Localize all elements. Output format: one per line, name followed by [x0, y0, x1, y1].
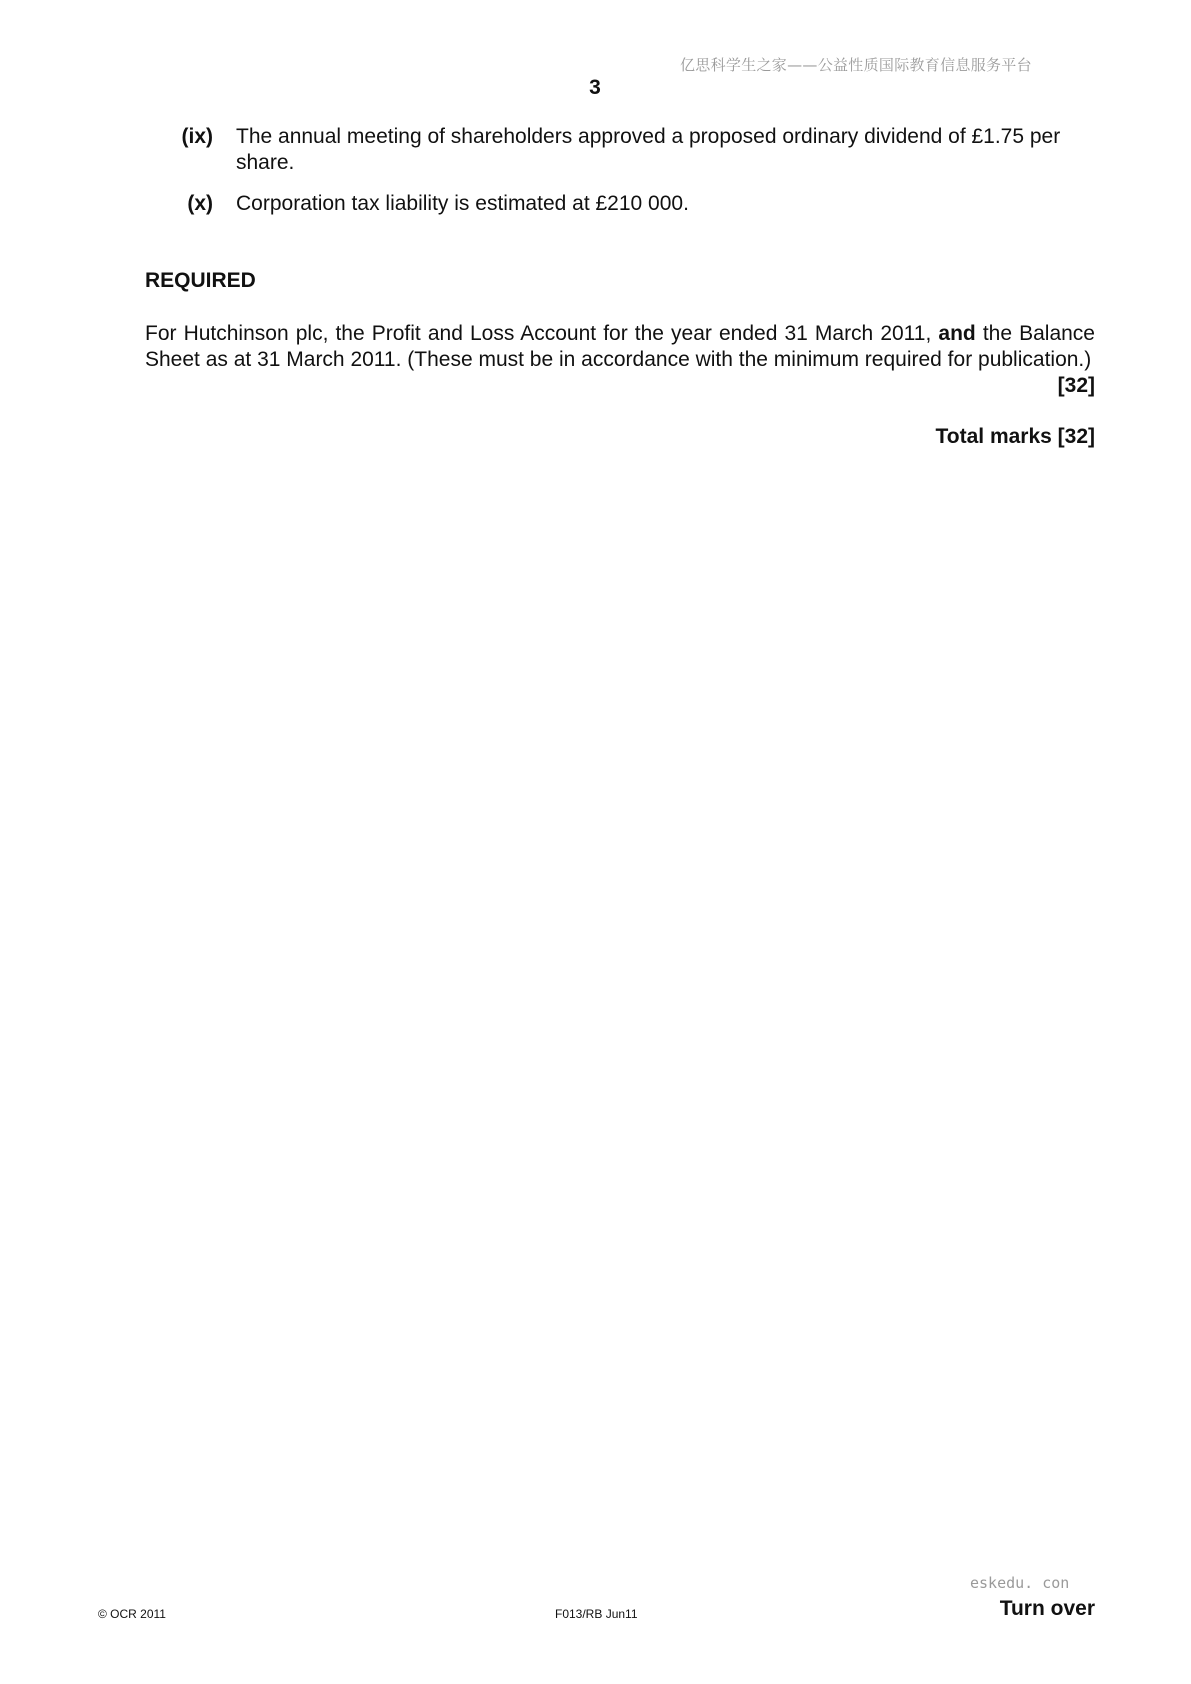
item-label: (ix): [181, 125, 213, 148]
turn-over: Turn over: [999, 1597, 1095, 1620]
item-text: The annual meeting of shareholders approved a proposed ordinary dividend of £1.75 per share.: [236, 125, 1061, 174]
paper-code: F013/RB Jun11: [555, 1607, 638, 1621]
item-label: (x): [187, 192, 213, 215]
total-marks: Total marks [32]: [935, 425, 1095, 448]
list-item: [145, 124, 1095, 176]
page-number: 3: [589, 76, 601, 99]
copyright: © OCR 2011: [98, 1607, 166, 1621]
list-item: [145, 191, 1095, 217]
required-text-end: the Balance Sheet as at 31 March 2011. (These must be in accordance with the minimum required for publication.): [145, 322, 1095, 371]
required-heading: REQUIRED: [145, 269, 256, 292]
header-watermark: 亿思科学生之家——公益性质国际教育信息服务平台: [680, 56, 1032, 74]
item-text: Corporation tax liability is estimated at £210 000.: [236, 192, 689, 215]
question-marks: [32]: [1057, 374, 1095, 397]
required-bold-word: and: [938, 322, 976, 345]
footer-watermark: eskedu. con: [970, 1574, 1070, 1592]
required-paragraph: [145, 321, 1095, 399]
required-text-start: For Hutchinson plc, the Profit and Loss Account for the year ended 31 March 2011,: [145, 322, 939, 345]
